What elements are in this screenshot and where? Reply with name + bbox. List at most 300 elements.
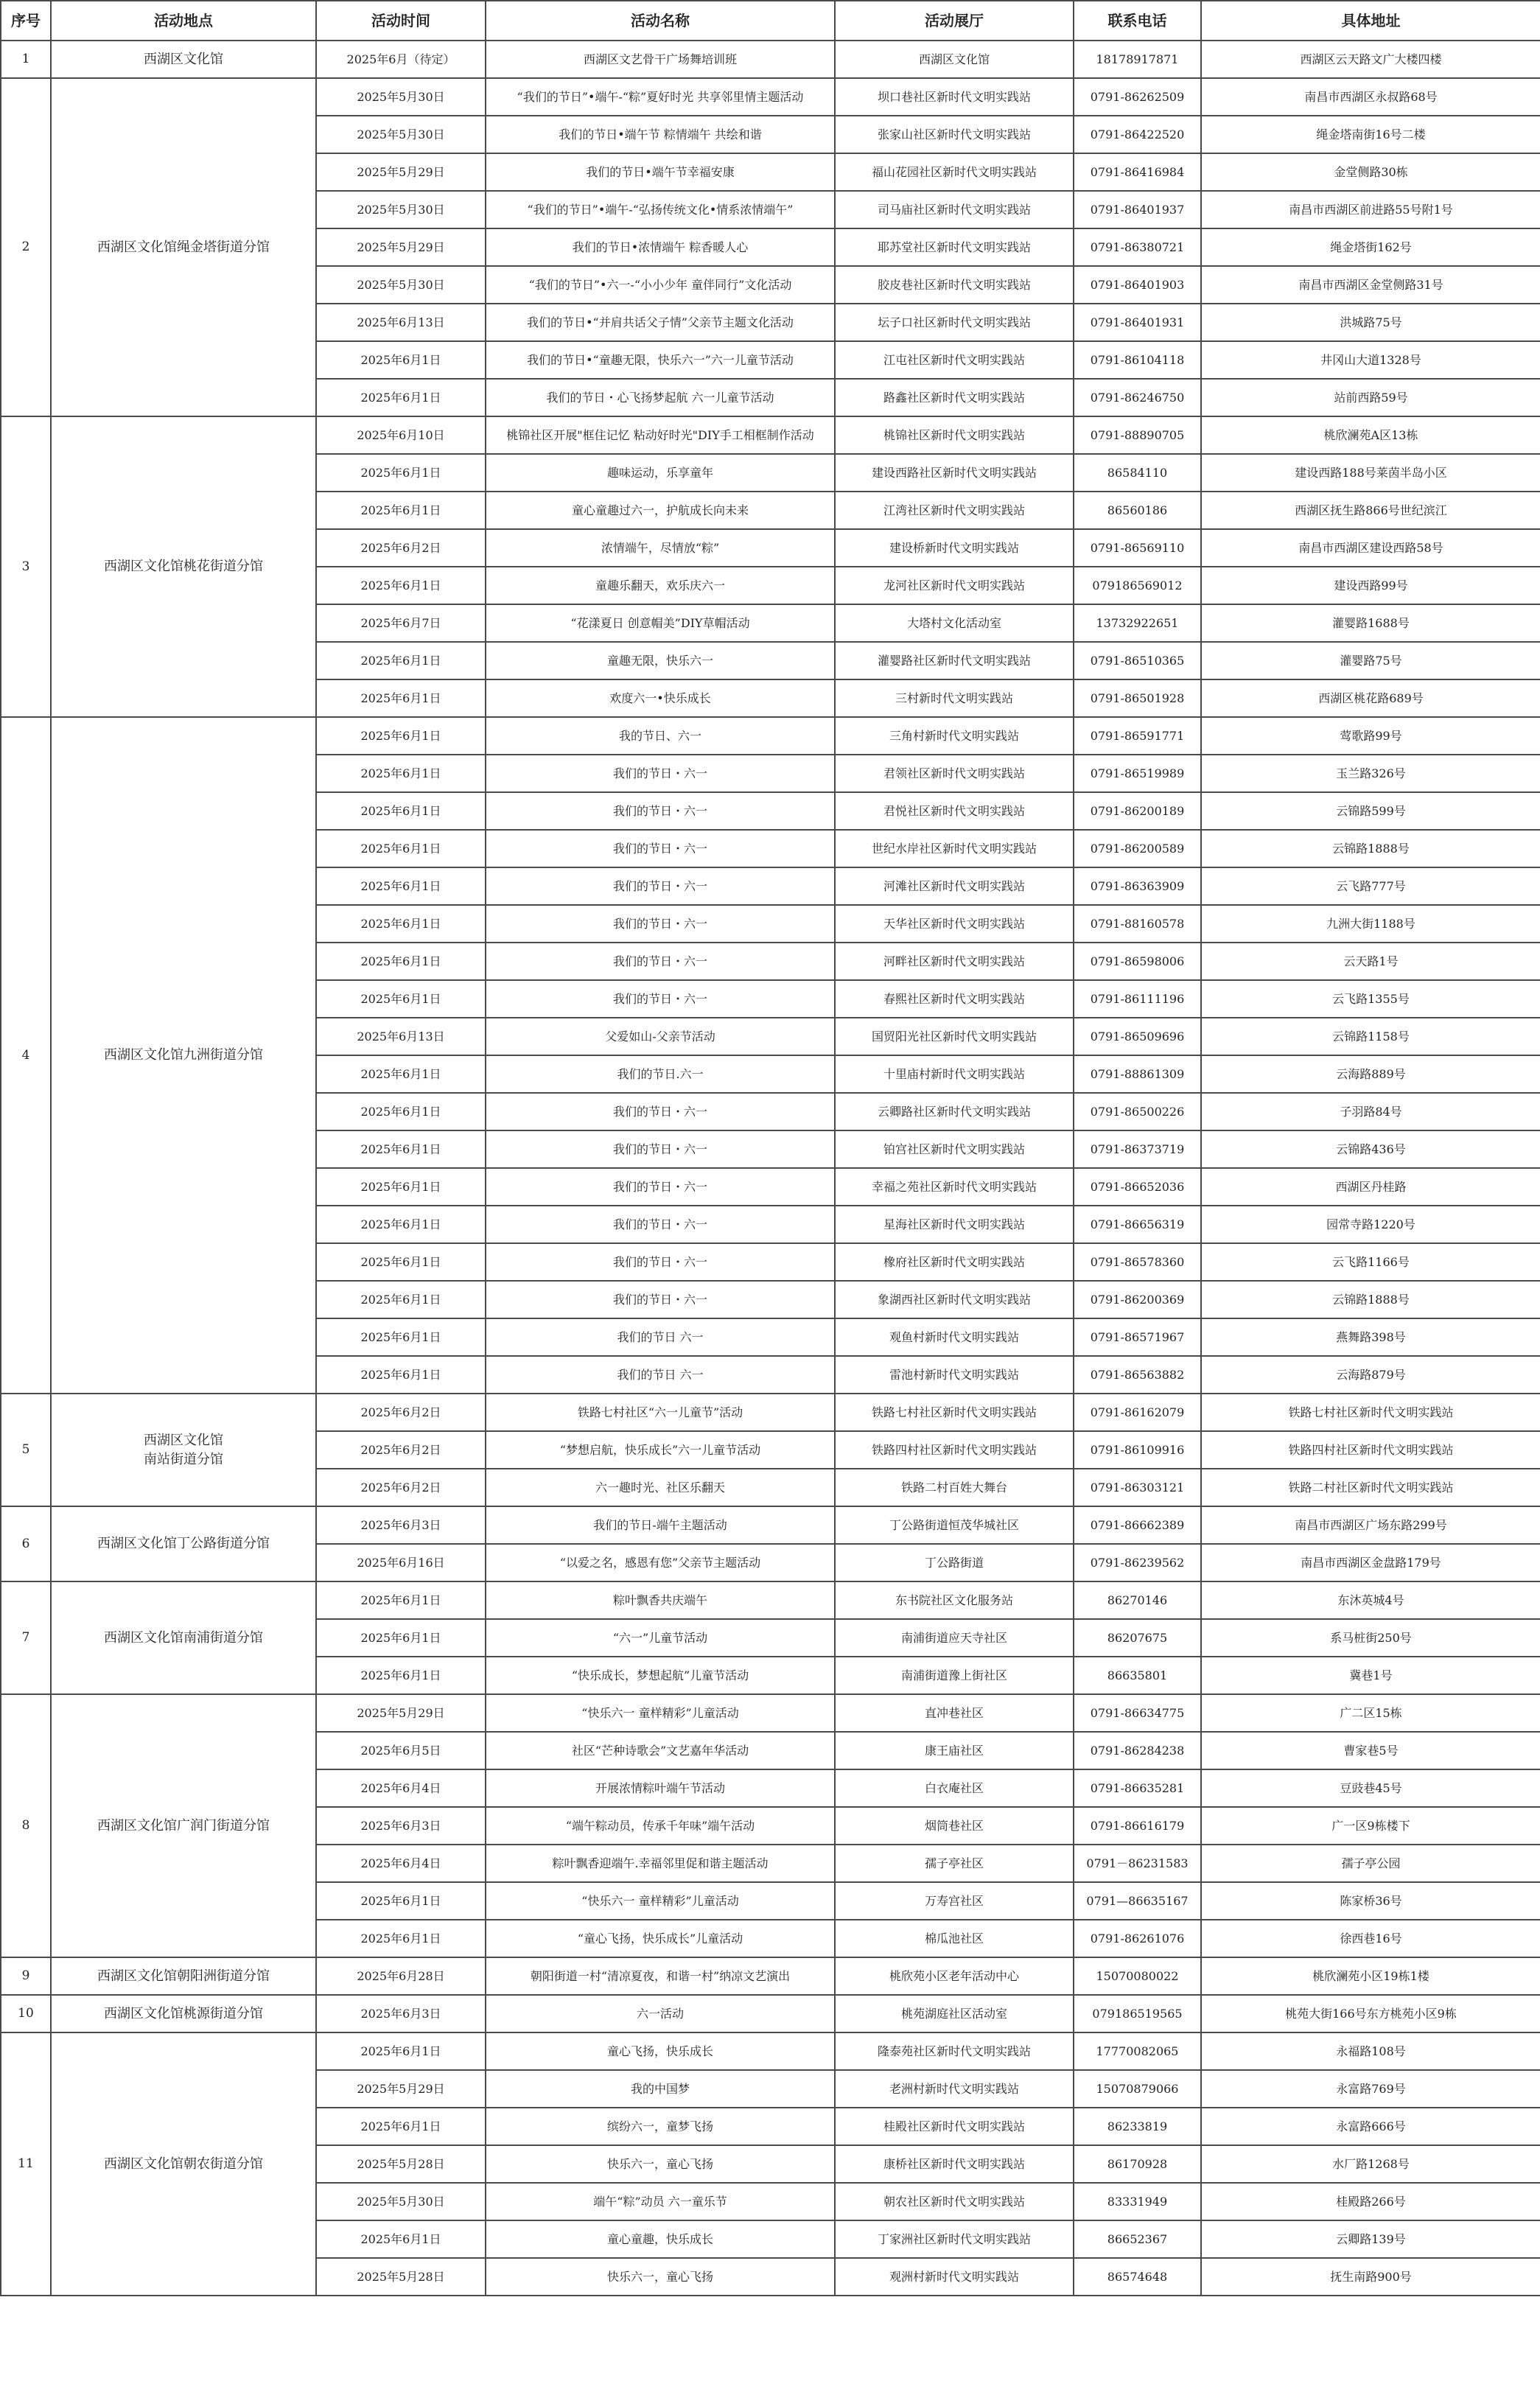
activity-name: 朝阳街道一村“清凉夏夜，和谐一村”纳凉文艺演出 xyxy=(486,1957,835,1995)
activity-address: 广一区9栋楼下 xyxy=(1201,1807,1540,1845)
contact-phone: 0791-86109916 xyxy=(1074,1431,1201,1469)
activity-address: 建设西路188号莱茵半岛小区 xyxy=(1201,454,1540,492)
activity-name: 我们的节日・心飞扬梦起航 六一儿童节活动 xyxy=(486,379,835,416)
contact-phone: 0791-86401931 xyxy=(1074,304,1201,341)
activity-address: 玉兰路326号 xyxy=(1201,755,1540,792)
activity-hall: 朝农社区新时代文明实践站 xyxy=(835,2183,1074,2220)
contact-phone: 86574648 xyxy=(1074,2258,1201,2296)
table-body xyxy=(1,41,1540,2296)
group-number: 1 xyxy=(1,41,51,78)
contact-phone: 15070080022 xyxy=(1074,1957,1201,1995)
activity-address: 云锦路1158号 xyxy=(1201,1018,1540,1055)
activity-name: 端午“粽”动员 六一童乐节 xyxy=(486,2183,835,2220)
activity-hall: 铁路二村百姓大舞台 xyxy=(835,1469,1074,1506)
group-number: 4 xyxy=(1,717,51,1394)
table-row xyxy=(1,1506,1540,1544)
activity-name: 我们的节日・六一 xyxy=(486,755,835,792)
activity-name: 我们的节日•“并肩共话父子情”父亲节主题文化活动 xyxy=(486,304,835,341)
activity-hall: 康王庙社区 xyxy=(835,1732,1074,1769)
activity-time: 2025年6月（待定） xyxy=(316,41,486,78)
activity-hall: 司马庙社区新时代文明实践站 xyxy=(835,191,1074,228)
activity-name: “以爱之名，感恩有您”父亲节主题活动 xyxy=(486,1544,835,1581)
contact-phone: 079186569012 xyxy=(1074,567,1201,604)
activity-hall: 三角村新时代文明实践站 xyxy=(835,717,1074,755)
activity-address: 桂殿路266号 xyxy=(1201,2183,1540,2220)
activity-address: 云锦路1888号 xyxy=(1201,830,1540,867)
activity-name: 童心童趣过六一，护航成长向未来 xyxy=(486,492,835,529)
activity-address: 南昌市西湖区建设西路58号 xyxy=(1201,529,1540,567)
activity-address: 南昌市西湖区前进路55号附1号 xyxy=(1201,191,1540,228)
header-row xyxy=(1,1,1540,41)
activity-name: 我们的节日 六一 xyxy=(486,1356,835,1394)
activity-time: 2025年6月1日 xyxy=(316,1206,486,1243)
table-row xyxy=(1,1957,1540,1995)
contact-phone: 0791-86569110 xyxy=(1074,529,1201,567)
activity-time: 2025年6月1日 xyxy=(316,1657,486,1694)
activity-hall: 胶皮巷社区新时代文明实践站 xyxy=(835,266,1074,304)
activity-hall: 桃欣苑小区老年活动中心 xyxy=(835,1957,1074,1995)
activity-name: “我们的节日”•端午-“粽”夏好时光 共享邻里情主题活动 xyxy=(486,78,835,116)
group-number: 7 xyxy=(1,1581,51,1694)
activity-hall: 龙河社区新时代文明实践站 xyxy=(835,567,1074,604)
activity-time: 2025年6月1日 xyxy=(316,1055,486,1093)
activity-name: 我们的节日・六一 xyxy=(486,830,835,867)
activity-hall: 隆泰苑社区新时代文明实践站 xyxy=(835,2032,1074,2070)
contact-phone: 0791-86200589 xyxy=(1074,830,1201,867)
contact-phone: 0791-86162079 xyxy=(1074,1394,1201,1431)
activity-name: 快乐六一，童心飞扬 xyxy=(486,2258,835,2296)
activity-address: 西湖区桃花路689号 xyxy=(1201,679,1540,717)
activity-time: 2025年6月1日 xyxy=(316,1318,486,1356)
group-number: 2 xyxy=(1,78,51,416)
activity-time: 2025年6月2日 xyxy=(316,1394,486,1431)
activity-hall: 丁家洲社区新时代文明实践站 xyxy=(835,2220,1074,2258)
activity-hall: 张家山社区新时代文明实践站 xyxy=(835,116,1074,153)
activity-address: 园常寺路1220号 xyxy=(1201,1206,1540,1243)
contact-phone: 86584110 xyxy=(1074,454,1201,492)
contact-phone: 86635801 xyxy=(1074,1657,1201,1694)
activity-address: 云飞路1166号 xyxy=(1201,1243,1540,1281)
group-venue: 西湖区文化馆广润门街道分馆 xyxy=(51,1694,316,1957)
activity-address: 桃苑大街166号东方桃苑小区9栋 xyxy=(1201,1995,1540,2032)
activity-hall: 南浦街道豫上街社区 xyxy=(835,1657,1074,1694)
table-row xyxy=(1,1581,1540,1619)
contact-phone: 0791-86246750 xyxy=(1074,379,1201,416)
contact-phone: 0791-86261076 xyxy=(1074,1920,1201,1957)
activity-time: 2025年6月1日 xyxy=(316,567,486,604)
activity-address: 曹家巷5号 xyxy=(1201,1732,1540,1769)
activity-time: 2025年6月1日 xyxy=(316,980,486,1018)
group-number: 5 xyxy=(1,1394,51,1506)
activity-address: 云飞路777号 xyxy=(1201,867,1540,905)
contact-phone: 0791-86519989 xyxy=(1074,755,1201,792)
group-venue: 西湖区文化馆朝农街道分馆 xyxy=(51,2032,316,2296)
activity-address: 子羽路84号 xyxy=(1201,1093,1540,1130)
contact-phone: 0791-86303121 xyxy=(1074,1469,1201,1506)
table-row xyxy=(1,1995,1540,2032)
header-name: 活动名称 xyxy=(486,1,835,41)
activity-name: 我们的节日・六一 xyxy=(486,867,835,905)
activity-hall: 天华社区新时代文明实践站 xyxy=(835,905,1074,943)
activity-time: 2025年6月4日 xyxy=(316,1845,486,1882)
activity-name: 我们的节日•端午节 粽情端午 共绘和谐 xyxy=(486,116,835,153)
activity-address: 金堂侧路30栋 xyxy=(1201,153,1540,191)
activity-name: 我们的节日•“童趣无限，快乐六一”六一儿童节活动 xyxy=(486,341,835,379)
activity-time: 2025年6月1日 xyxy=(316,1243,486,1281)
activity-address: 抚生南路900号 xyxy=(1201,2258,1540,2296)
activity-time: 2025年5月29日 xyxy=(316,1694,486,1732)
activity-time: 2025年5月28日 xyxy=(316,2258,486,2296)
activity-name: 我们的节日 六一 xyxy=(486,1318,835,1356)
contact-phone: 0791-88861309 xyxy=(1074,1055,1201,1093)
activity-name: “端午粽动员，传承千年味”端午活动 xyxy=(486,1807,835,1845)
activity-time: 2025年6月3日 xyxy=(316,1506,486,1544)
contact-phone: 0791-86200189 xyxy=(1074,792,1201,830)
contact-phone: 0791-86284238 xyxy=(1074,1732,1201,1769)
table-row xyxy=(1,416,1540,454)
activity-time: 2025年5月29日 xyxy=(316,2070,486,2108)
activity-address: 云锦路599号 xyxy=(1201,792,1540,830)
activity-time: 2025年6月1日 xyxy=(316,454,486,492)
activity-hall: 君领社区新时代文明实践站 xyxy=(835,755,1074,792)
activity-name: 我们的节日・六一 xyxy=(486,1243,835,1281)
activity-address: 云锦路436号 xyxy=(1201,1130,1540,1168)
contact-phone: 0791-86662389 xyxy=(1074,1506,1201,1544)
activity-name: 我们的节日・六一 xyxy=(486,1093,835,1130)
contact-phone: 86233819 xyxy=(1074,2108,1201,2145)
activity-address: 云飞路1355号 xyxy=(1201,980,1540,1018)
activity-time: 2025年6月5日 xyxy=(316,1732,486,1769)
activity-name: 快乐六一，童心飞扬 xyxy=(486,2145,835,2183)
activity-address: 绳金塔街162号 xyxy=(1201,228,1540,266)
table-row xyxy=(1,1694,1540,1732)
table-row xyxy=(1,78,1540,116)
activity-time: 2025年6月28日 xyxy=(316,1957,486,1995)
contact-phone: 0791－86231583 xyxy=(1074,1845,1201,1882)
activity-time: 2025年6月2日 xyxy=(316,1469,486,1506)
activity-hall: 万寿宫社区 xyxy=(835,1882,1074,1920)
activity-address: 南昌市西湖区金堂侧路31号 xyxy=(1201,266,1540,304)
activity-hall: 橡府社区新时代文明实践站 xyxy=(835,1243,1074,1281)
activity-name: 童趣无限，快乐六一 xyxy=(486,642,835,679)
activity-address: 云天路1号 xyxy=(1201,943,1540,980)
activity-time: 2025年6月1日 xyxy=(316,1093,486,1130)
contact-phone: 0791-86563882 xyxy=(1074,1356,1201,1394)
group-venue: 西湖区文化馆朝阳洲街道分馆 xyxy=(51,1957,316,1995)
activity-name: 西湖区文艺骨干广场舞培训班 xyxy=(486,41,835,78)
activity-time: 2025年5月30日 xyxy=(316,78,486,116)
activity-name: 社区“芒种诗歌会”文艺嘉年华活动 xyxy=(486,1732,835,1769)
activity-hall: 十里庙村新时代文明实践站 xyxy=(835,1055,1074,1093)
activity-name: “梦想启航，快乐成长”六一儿童节活动 xyxy=(486,1431,835,1469)
activity-time: 2025年5月30日 xyxy=(316,116,486,153)
contact-phone: 0791-86401903 xyxy=(1074,266,1201,304)
activity-name: 我们的节日・六一 xyxy=(486,1168,835,1206)
activity-address: 冀巷1号 xyxy=(1201,1657,1540,1694)
activity-address: 永富路769号 xyxy=(1201,2070,1540,2108)
activity-address: 南昌市西湖区金盘路179号 xyxy=(1201,1544,1540,1581)
activity-name: 六一趣时光、社区乐翻天 xyxy=(486,1469,835,1506)
activity-name: 我们的节日-端午主题活动 xyxy=(486,1506,835,1544)
contact-phone: 0791-86591771 xyxy=(1074,717,1201,755)
contact-phone: 0791-86634775 xyxy=(1074,1694,1201,1732)
activity-hall: 丁公路街道恒茂华城社区 xyxy=(835,1506,1074,1544)
activity-address: 水厂路1268号 xyxy=(1201,2145,1540,2183)
activity-time: 2025年6月1日 xyxy=(316,905,486,943)
header-hall: 活动展厅 xyxy=(835,1,1074,41)
contact-phone: 0791-86262509 xyxy=(1074,78,1201,116)
contact-phone: 0791-86656319 xyxy=(1074,1206,1201,1243)
activity-time: 2025年6月1日 xyxy=(316,1281,486,1318)
activity-time: 2025年6月1日 xyxy=(316,642,486,679)
activity-hall: 坝口巷社区新时代文明实践站 xyxy=(835,78,1074,116)
activity-hall: 铁路四村社区新时代文明实践站 xyxy=(835,1431,1074,1469)
activity-name: 童心童趣，快乐成长 xyxy=(486,2220,835,2258)
activity-time: 2025年6月1日 xyxy=(316,1619,486,1657)
activity-name: 我们的节日・六一 xyxy=(486,980,835,1018)
activity-time: 2025年5月30日 xyxy=(316,191,486,228)
activity-time: 2025年6月10日 xyxy=(316,416,486,454)
contact-phone: 0791-86363909 xyxy=(1074,867,1201,905)
activity-time: 2025年6月16日 xyxy=(316,1544,486,1581)
activity-hall: 大塔村文化活动室 xyxy=(835,604,1074,642)
contact-phone: 83331949 xyxy=(1074,2183,1201,2220)
activity-address: 永富路666号 xyxy=(1201,2108,1540,2145)
activity-address: 站前西路59号 xyxy=(1201,379,1540,416)
group-venue: 西湖区文化馆桃花街道分馆 xyxy=(51,416,316,717)
activity-time: 2025年6月3日 xyxy=(316,1995,486,2032)
activity-name: 我的节日、六一 xyxy=(486,717,835,755)
header-seq: 序号 xyxy=(1,1,51,41)
activity-name: 桃锦社区开展"框住记忆 粘动好时光"DIY手工相框制作活动 xyxy=(486,416,835,454)
activity-hall: 棉瓜池社区 xyxy=(835,1920,1074,1957)
activity-name: 我们的节日・六一 xyxy=(486,1281,835,1318)
activity-hall: 建设桥新时代文明实践站 xyxy=(835,529,1074,567)
activity-time: 2025年5月30日 xyxy=(316,266,486,304)
activity-time: 2025年6月1日 xyxy=(316,2220,486,2258)
contact-phone: 0791-86200369 xyxy=(1074,1281,1201,1318)
activity-address: 南昌市西湖区永叔路68号 xyxy=(1201,78,1540,116)
activity-address: 广二区15栋 xyxy=(1201,1694,1540,1732)
activity-hall: 南浦街道应天寺社区 xyxy=(835,1619,1074,1657)
activity-name: “我们的节日”•端午-“弘扬传统文化•情系浓情端午” xyxy=(486,191,835,228)
activity-address: 东沐英城4号 xyxy=(1201,1581,1540,1619)
activity-time: 2025年6月1日 xyxy=(316,755,486,792)
contact-phone: 0791-86501928 xyxy=(1074,679,1201,717)
group-number: 10 xyxy=(1,1995,51,2032)
header-phone: 联系电话 xyxy=(1074,1,1201,41)
contact-phone: 0791-86616179 xyxy=(1074,1807,1201,1845)
header-time: 活动时间 xyxy=(316,1,486,41)
contact-phone: 86207675 xyxy=(1074,1619,1201,1657)
activity-hall: 江屯社区新时代文明实践站 xyxy=(835,341,1074,379)
table-row xyxy=(1,41,1540,78)
activity-address: 陈家桥36号 xyxy=(1201,1882,1540,1920)
contact-phone: 17770082065 xyxy=(1074,2032,1201,2070)
activity-time: 2025年6月1日 xyxy=(316,1581,486,1619)
activity-name: “快乐成长，梦想起航”儿童节活动 xyxy=(486,1657,835,1694)
activity-time: 2025年6月4日 xyxy=(316,1769,486,1807)
contact-phone: 0791-86635281 xyxy=(1074,1769,1201,1807)
table-row xyxy=(1,2032,1540,2070)
activity-hall: 直冲巷社区 xyxy=(835,1694,1074,1732)
activity-address: 灌婴路75号 xyxy=(1201,642,1540,679)
activity-name: 童趣乐翻天，欢乐庆六一 xyxy=(486,567,835,604)
activity-hall: 云卿路社区新时代文明实践站 xyxy=(835,1093,1074,1130)
contact-phone: 0791-86401937 xyxy=(1074,191,1201,228)
activity-time: 2025年5月30日 xyxy=(316,2183,486,2220)
group-venue: 西湖区文化馆丁公路街道分馆 xyxy=(51,1506,316,1581)
activity-name: 铁路七村社区“六一儿童节”活动 xyxy=(486,1394,835,1431)
activity-address: 西湖区抚生路866号世纪滨江 xyxy=(1201,492,1540,529)
contact-phone: 0791-86652036 xyxy=(1074,1168,1201,1206)
activity-name: 趣味运动，乐享童年 xyxy=(486,454,835,492)
contact-phone: 0791-86239562 xyxy=(1074,1544,1201,1581)
activity-time: 2025年5月28日 xyxy=(316,2145,486,2183)
activity-address: 铁路二村社区新时代文明实践站 xyxy=(1201,1469,1540,1506)
activity-hall: 君悦社区新时代文明实践站 xyxy=(835,792,1074,830)
activity-time: 2025年6月1日 xyxy=(316,492,486,529)
activity-time: 2025年5月29日 xyxy=(316,153,486,191)
activity-hall: 灌婴路社区新时代文明实践站 xyxy=(835,642,1074,679)
activity-time: 2025年6月13日 xyxy=(316,1018,486,1055)
group-venue: 西湖区文化馆 南站街道分馆 xyxy=(51,1394,316,1506)
contact-phone: 0791-86380721 xyxy=(1074,228,1201,266)
group-venue: 西湖区文化馆绳金塔街道分馆 xyxy=(51,78,316,416)
activity-time: 2025年6月1日 xyxy=(316,1882,486,1920)
activity-hall: 桃锦社区新时代文明实践站 xyxy=(835,416,1074,454)
activity-hall: 老洲村新时代文明实践站 xyxy=(835,2070,1074,2108)
activity-address: 燕舞路398号 xyxy=(1201,1318,1540,1356)
activity-time: 2025年6月1日 xyxy=(316,2108,486,2145)
contact-phone: 0791—86635167 xyxy=(1074,1882,1201,1920)
activity-hall: 丁公路街道 xyxy=(835,1544,1074,1581)
activity-name: 我们的节日・六一 xyxy=(486,1206,835,1243)
group-number: 3 xyxy=(1,416,51,717)
activity-time: 2025年6月1日 xyxy=(316,679,486,717)
activity-address: 绳金塔南街16号二楼 xyxy=(1201,116,1540,153)
activity-hall: 铁路七村社区新时代文明实践站 xyxy=(835,1394,1074,1431)
activity-hall: 白衣庵社区 xyxy=(835,1769,1074,1807)
contact-phone: 0791-86598006 xyxy=(1074,943,1201,980)
contact-phone: 0791-86510365 xyxy=(1074,642,1201,679)
activity-time: 2025年6月7日 xyxy=(316,604,486,642)
activity-address: 云卿路139号 xyxy=(1201,2220,1540,2258)
activity-name: 粽叶飘香共庆端午 xyxy=(486,1581,835,1619)
activity-hall: 康桥社区新时代文明实践站 xyxy=(835,2145,1074,2183)
activity-name: “六一”儿童节活动 xyxy=(486,1619,835,1657)
activity-address: 铁路七村社区新时代文明实践站 xyxy=(1201,1394,1540,1431)
contact-phone: 0791-86416984 xyxy=(1074,153,1201,191)
group-number: 6 xyxy=(1,1506,51,1581)
activity-address: 桃欣澜苑A区13栋 xyxy=(1201,416,1540,454)
activity-address: 孺子亭公园 xyxy=(1201,1845,1540,1882)
activity-name: 我的中国梦 xyxy=(486,2070,835,2108)
contact-phone: 13732922651 xyxy=(1074,604,1201,642)
activity-time: 2025年6月1日 xyxy=(316,943,486,980)
activity-name: 我们的节日・六一 xyxy=(486,792,835,830)
contact-phone: 18178917871 xyxy=(1074,41,1201,78)
contact-phone: 86270146 xyxy=(1074,1581,1201,1619)
activity-hall: 坛子口社区新时代文明实践站 xyxy=(835,304,1074,341)
group-number: 9 xyxy=(1,1957,51,1995)
group-venue: 西湖区文化馆九洲街道分馆 xyxy=(51,717,316,1394)
activity-address: 南昌市西湖区广场东路299号 xyxy=(1201,1506,1540,1544)
activity-hall: 雷池村新时代文明实践站 xyxy=(835,1356,1074,1394)
group-number: 8 xyxy=(1,1694,51,1957)
activity-hall: 耶苏堂社区新时代文明实践站 xyxy=(835,228,1074,266)
activity-time: 2025年6月1日 xyxy=(316,1356,486,1394)
activity-hall: 三村新时代文明实践站 xyxy=(835,679,1074,717)
activity-hall: 桂殿社区新时代文明实践站 xyxy=(835,2108,1074,2145)
contact-phone: 079186519565 xyxy=(1074,1995,1201,2032)
activity-hall: 福山花园社区新时代文明实践站 xyxy=(835,153,1074,191)
header-venue: 活动地点 xyxy=(51,1,316,41)
activity-time: 2025年5月29日 xyxy=(316,228,486,266)
activity-hall: 星海社区新时代文明实践站 xyxy=(835,1206,1074,1243)
activity-name: 我们的节日•浓情端午 粽香暖人心 xyxy=(486,228,835,266)
activity-name: “我们的节日”•六一-“小小少年 童伴同行”文化活动 xyxy=(486,266,835,304)
activity-hall: 东书院社区文化服务站 xyxy=(835,1581,1074,1619)
activity-hall: 铂宫社区新时代文明实践站 xyxy=(835,1130,1074,1168)
activity-time: 2025年6月1日 xyxy=(316,717,486,755)
activity-time: 2025年6月2日 xyxy=(316,1431,486,1469)
activity-hall: 江湾社区新时代文明实践站 xyxy=(835,492,1074,529)
activity-address: 豆豉巷45号 xyxy=(1201,1769,1540,1807)
activity-hall: 象湖西社区新时代文明实践站 xyxy=(835,1281,1074,1318)
activity-time: 2025年6月3日 xyxy=(316,1807,486,1845)
contact-phone: 0791-86578360 xyxy=(1074,1243,1201,1281)
activity-name: 我们的节日・六一 xyxy=(486,1130,835,1168)
activity-address: 莺歌路99号 xyxy=(1201,717,1540,755)
contact-phone: 0791-86500226 xyxy=(1074,1093,1201,1130)
group-venue: 西湖区文化馆桃源街道分馆 xyxy=(51,1995,316,2032)
activity-name: “童心飞扬，快乐成长”儿童活动 xyxy=(486,1920,835,1957)
activity-name: 粽叶飘香迎端午.幸福邻里促和谐主题活动 xyxy=(486,1845,835,1882)
activity-time: 2025年6月1日 xyxy=(316,830,486,867)
contact-phone: 86170928 xyxy=(1074,2145,1201,2183)
activity-name: 我们的节日.六一 xyxy=(486,1055,835,1093)
contact-phone: 0791-86422520 xyxy=(1074,116,1201,153)
contact-phone: 86652367 xyxy=(1074,2220,1201,2258)
activity-hall: 幸福之苑社区新时代文明实践站 xyxy=(835,1168,1074,1206)
activity-name: “快乐六一 童样精彩”儿童活动 xyxy=(486,1694,835,1732)
activity-name: “快乐六一 童样精彩”儿童活动 xyxy=(486,1882,835,1920)
activity-hall: 国贸阳光社区新时代文明实践站 xyxy=(835,1018,1074,1055)
contact-phone: 0791-86509696 xyxy=(1074,1018,1201,1055)
activity-hall: 世纪水岸社区新时代文明实践站 xyxy=(835,830,1074,867)
activity-name: “花漾夏日 创意帽美”DIY草帽活动 xyxy=(486,604,835,642)
activity-hall: 西湖区文化馆 xyxy=(835,41,1074,78)
activity-name: 开展浓情粽叶端午节活动 xyxy=(486,1769,835,1807)
activity-address: 西湖区云天路文广大楼四楼 xyxy=(1201,41,1540,78)
group-venue: 西湖区文化馆南浦街道分馆 xyxy=(51,1581,316,1694)
table-row xyxy=(1,1394,1540,1431)
group-number: 11 xyxy=(1,2032,51,2296)
activity-time: 2025年6月1日 xyxy=(316,379,486,416)
activity-name: 父爱如山-父亲节活动 xyxy=(486,1018,835,1055)
activity-hall: 观鱼村新时代文明实践站 xyxy=(835,1318,1074,1356)
activity-time: 2025年6月13日 xyxy=(316,304,486,341)
contact-phone: 0791-86373719 xyxy=(1074,1130,1201,1168)
activity-name: 浓情端午，尽情放“粽” xyxy=(486,529,835,567)
activity-address: 洪城路75号 xyxy=(1201,304,1540,341)
activity-hall: 春熙社区新时代文明实践站 xyxy=(835,980,1074,1018)
activity-time: 2025年6月1日 xyxy=(316,867,486,905)
activity-hall: 桃苑湖庭社区活动室 xyxy=(835,1995,1074,2032)
activity-hall: 孺子亭社区 xyxy=(835,1845,1074,1882)
activity-name: 六一活动 xyxy=(486,1995,835,2032)
